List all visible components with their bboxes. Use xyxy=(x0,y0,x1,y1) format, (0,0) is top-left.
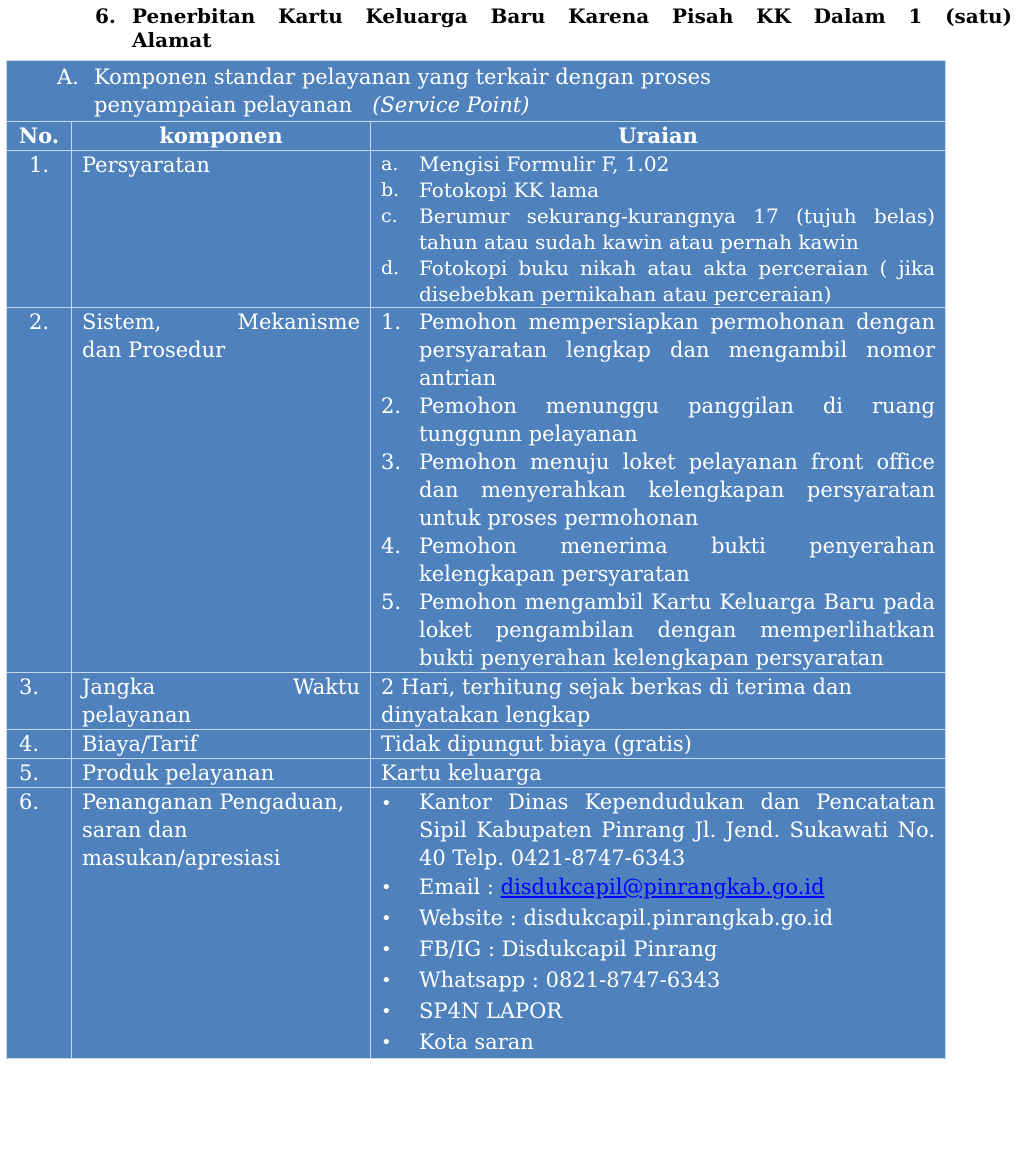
bullet-icon: • xyxy=(381,970,392,991)
header-row xyxy=(7,122,946,151)
komponen-line2: dan Prosedur xyxy=(82,338,226,362)
row-uraian: Tidak dipungut biaya (gratis) xyxy=(371,730,946,759)
email-link[interactable]: disdukcapil@pinrangkab.go.id xyxy=(500,875,825,899)
table-row xyxy=(7,151,946,308)
row-komponen: Penanganan Pengaduan, saran dan masukan/apresiasi xyxy=(72,788,371,1059)
list-item: • Website : disdukcapil.pinrangkab.go.id xyxy=(381,903,935,934)
table-row xyxy=(7,788,946,1059)
row-number: 4. xyxy=(7,730,72,759)
list-item: c. Berumur sekurang-kurangnya 17 (tujuh belas) tahun atau sudah kawin atau pernah kawin xyxy=(381,204,935,254)
list-item: b. Fotokopi KK lama xyxy=(381,178,600,202)
list-item: • Kantor Dinas Kependudukan dan Pencatatan Sipil Kabupaten Pinrang Jl. Jend. Sukawati No. 40 Telp. 0421-8747-6343 xyxy=(381,790,935,870)
row-uraian xyxy=(371,308,946,673)
row-komponen xyxy=(72,308,371,673)
section-text-line1: Komponen standar pelayanan yang terkair dengan proses xyxy=(94,65,711,89)
table-row xyxy=(7,673,946,730)
row-komponen: Biaya/Tarif xyxy=(72,730,371,759)
header-uraian: Uraian xyxy=(371,122,946,151)
row-komponen: Persyaratan xyxy=(72,151,371,308)
row-uraian: Kartu keluarga xyxy=(371,759,946,788)
list-item: a. Mengisi Formulir F, 1.02 xyxy=(381,152,670,176)
bullet-icon: • xyxy=(381,793,392,814)
bullet-icon: • xyxy=(381,939,392,960)
list-item: 1. Pemohon mempersiapkan permohonan dengan persyaratan lengkap dan mengambil nomor antrian xyxy=(381,310,935,390)
heading-number: 6. xyxy=(95,4,116,28)
row-number: 2. xyxy=(7,308,72,673)
section-label: A. xyxy=(57,65,79,89)
bullet-icon: • xyxy=(381,1001,392,1022)
bullet-icon: • xyxy=(381,877,392,898)
table-row xyxy=(7,308,946,673)
section-title-cell xyxy=(7,61,946,122)
list-item: • Email : disdukcapil@pinrangkab.go.id xyxy=(381,872,935,903)
bullet-icon: • xyxy=(381,908,392,929)
list-item: d. Fotokopi buku nikah atau akta perceraian ( jika disebebkan pernikahan atau perceraian) xyxy=(381,256,935,306)
komponen-line2: pelayanan xyxy=(82,703,192,727)
row-number: 6. xyxy=(7,788,72,1059)
section-heading xyxy=(95,4,1015,52)
list-item: 4. Pemohon menerima bukti penyerahan kelengkapan persyaratan xyxy=(381,534,935,586)
row-uraian xyxy=(371,788,946,1059)
row-komponen: Produk pelayanan xyxy=(72,759,371,788)
komponen-line1: Jangka Waktu xyxy=(82,675,360,699)
table-row xyxy=(7,759,946,788)
list-item: 2. Pemohon menunggu panggilan di ruang tunggunn pelayanan xyxy=(381,394,935,446)
list-item: • FB/IG : Disdukcapil Pinrang xyxy=(381,934,935,965)
section-text-line2: penyampaian pelayanan xyxy=(94,93,353,117)
list-item: • SP4N LAPOR xyxy=(381,996,935,1027)
service-standard-table xyxy=(6,60,946,1059)
table-row xyxy=(7,730,946,759)
list-item: 5. Pemohon mengambil Kartu Keluarga Baru pada loket pengambilan dengan memperlihatkan bukti penyerahan kelengkapan persyaratan xyxy=(381,590,935,670)
row-uraian: 2 Hari, terhitung sejak berkas di terima dan dinyatakan lengkap xyxy=(371,673,946,730)
bullet-icon: • xyxy=(381,1032,392,1053)
list-item: • Whatsapp : 0821-8747-6343 xyxy=(381,965,935,996)
row-number: 1. xyxy=(7,151,72,308)
header-no: No. xyxy=(7,122,72,151)
list-item: 3. Pemohon menuju loket pelayanan front office dan menyerahkan kelengkapan persyaratan untuk proses permohonan xyxy=(381,450,935,530)
list-item: • Kota saran xyxy=(381,1027,935,1058)
section-italic: (Service Point) xyxy=(372,93,530,117)
header-komponen: komponen xyxy=(72,122,371,151)
heading-title-line2: Alamat xyxy=(132,28,212,52)
heading-title-line1: Penerbitan Kartu Keluarga Baru Karena Pisah KK Dalam 1 (satu) xyxy=(132,4,1012,28)
row-uraian xyxy=(371,151,946,308)
komponen-line1: Sistem, Mekanisme xyxy=(82,310,360,334)
row-number: 5. xyxy=(7,759,72,788)
row-number: 3. xyxy=(7,673,72,730)
section-title-row xyxy=(7,61,946,122)
row-komponen xyxy=(72,673,371,730)
